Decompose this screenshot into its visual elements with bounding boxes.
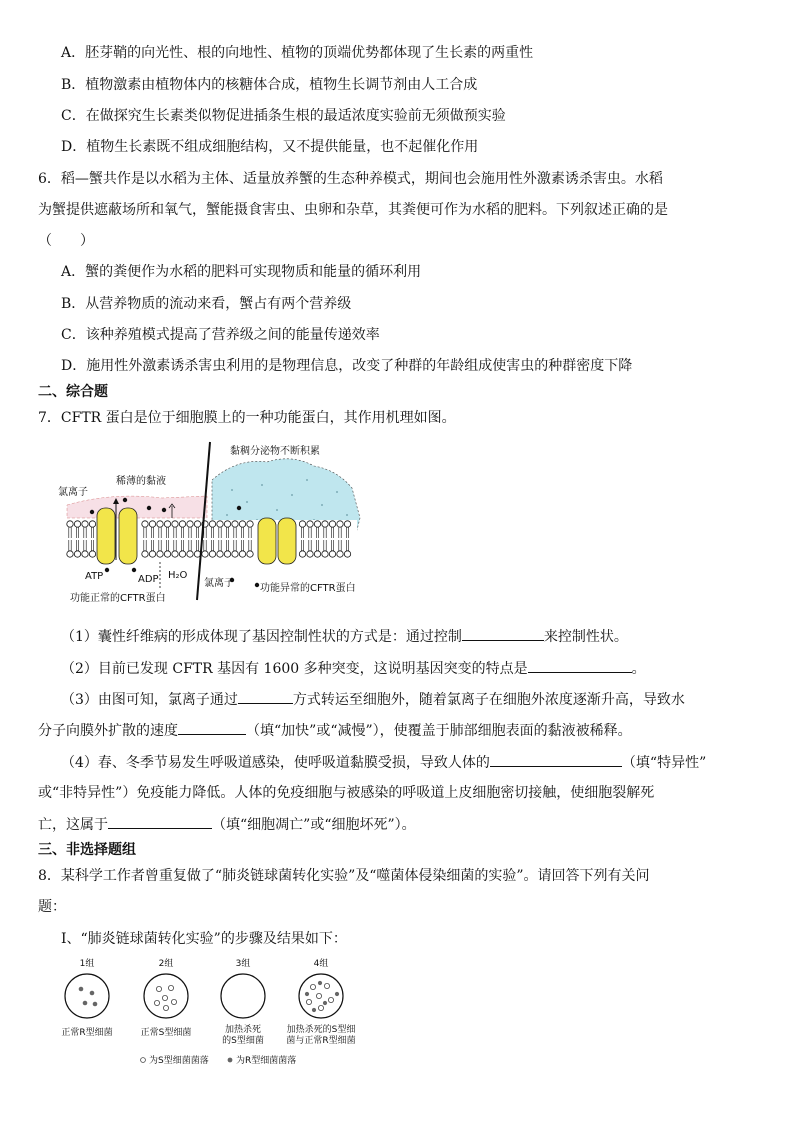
lipid-head: [179, 551, 185, 557]
q8-stem-line1: 8．某科学工作者曾重复做了“肺炎链球菌转化实验”及“噬菌体侵染细菌的实验”。请回答下列有关问: [38, 868, 650, 884]
lipid-head: [82, 521, 88, 527]
cftr-mechanism-figure: [52, 440, 372, 610]
q7-part4-line1: [61, 752, 706, 773]
lipid-head: [142, 521, 148, 527]
q7-part3-blank2[interactable]: [178, 720, 246, 735]
q6-stem-line2: 为蟹提供遮蔽场所和氧气，蟹能摄食害虫、虫卵和杂草，其粪便可作为水稻的肥料。下列叙述正确的是: [38, 202, 668, 218]
q7-part3-text-b: 方式转运至细胞外，随着氯离子在细胞外浓度逐渐升高，导致水: [292, 692, 685, 708]
q5-option-c: C．在做探究生长素类似物促进插条生根的最适浓度实验前无须做预实验: [61, 108, 506, 124]
lipid-head: [224, 521, 230, 527]
lipid-head: [314, 551, 320, 557]
group-3-caption-line1: 加热杀死: [224, 1025, 262, 1035]
group-3-label: 3组: [235, 959, 251, 969]
lipid-head: [157, 521, 163, 527]
label-chloride-right: 氯离子: [204, 578, 234, 589]
section-heading-3: 三、非选择题组: [38, 842, 136, 858]
lipid-head: [89, 551, 95, 557]
q7-part4-blank1[interactable]: [490, 752, 622, 767]
label-mucus-accumulation: 黏稠分泌物不断积累: [230, 446, 320, 457]
group-4-caption-line2: 菌与正常R型细菌: [286, 1036, 356, 1046]
legend-r-marker: [228, 1058, 233, 1063]
q7-part4-text-b: （填“特异性”: [621, 755, 707, 771]
lipid-head: [74, 521, 80, 527]
q8-part1-heading: Ⅰ、“肺炎链球菌转化实验”的步骤及结果如下：: [61, 931, 347, 947]
q7-part4-text-d: 亡，这属于: [38, 817, 108, 833]
lipid-head: [307, 551, 313, 557]
q7-part3-blank1[interactable]: [238, 689, 293, 704]
q7-part4-text-e: （填“细胞凋亡”或“细胞坏死”）。: [212, 817, 416, 833]
q8-stem-line2: 题：: [38, 899, 66, 915]
q6-answer-bracket: （ ）: [38, 233, 94, 249]
transformation-experiment-figure: [55, 956, 375, 1071]
group-2-caption: 正常S型细菌: [140, 1028, 192, 1038]
lipid-head: [329, 521, 335, 527]
label-thin-mucus: 稀薄的黏液: [116, 476, 166, 487]
lipid-head: [322, 551, 328, 557]
q7-part4-blank2[interactable]: [108, 814, 212, 829]
lipid-head: [337, 551, 343, 557]
group-4-label: 4组: [313, 959, 329, 969]
lipid-head: [67, 521, 73, 527]
lipid-head: [239, 521, 245, 527]
figure-legend: [141, 1054, 297, 1066]
lipid-head: [179, 521, 185, 527]
lipid-head: [307, 521, 313, 527]
q7-part4-line2: 或“非特异性”）免疫能力降低。人体的免疫细胞与被感染的呼吸道上皮细胞密切接触，使细胞裂解死: [38, 785, 655, 801]
q7-part1-text-a: （1）囊性纤维病的形成体现了基因控制性状的方式是：通过控制: [61, 629, 462, 645]
lipid-head: [187, 551, 193, 557]
lipid-head: [164, 521, 170, 527]
q7-part1: [61, 626, 628, 647]
lipid-head: [164, 551, 170, 557]
lipid-head: [67, 551, 73, 557]
lipid-head: [239, 551, 245, 557]
q7-part4-line3: [38, 814, 416, 835]
lipid-head: [187, 521, 193, 527]
q6-option-d: D．施用性外激素诱杀害虫利用的是物理信息，改变了种群的年龄组成使害虫的种群密度下降: [61, 358, 633, 374]
lipid-head: [142, 551, 148, 557]
lipid-head: [224, 551, 230, 557]
petri-dish-3: [221, 974, 265, 1018]
q7-stem: 7．CFTR 蛋白是位于细胞膜上的一种功能蛋白，其作用机理如图。: [38, 410, 456, 426]
q7-part3-text-a: （3）由图可知，氯离子通过: [61, 692, 238, 708]
lipid-head: [82, 551, 88, 557]
group-1-label: 1组: [79, 959, 95, 969]
lipid-head: [344, 551, 350, 557]
petri-dish-1: [65, 974, 109, 1018]
q7-part2-text-b: 。: [631, 661, 646, 677]
lipid-head: [157, 551, 163, 557]
lipid-head: [247, 521, 253, 527]
lipid-head: [344, 521, 350, 527]
q7-part3-text-d: （填“加快”或“减慢”），使覆盖于肺部细胞表面的黏液被稀释。: [246, 723, 632, 739]
group-3-caption-line2: 的S型细菌: [222, 1036, 264, 1046]
label-chloride-left: 氯离子: [58, 487, 88, 498]
lipid-head: [247, 551, 253, 557]
q7-part3-text-c: 分子向膜外扩散的速度: [38, 723, 178, 739]
lipid-head: [299, 521, 305, 527]
lipid-head: [232, 521, 238, 527]
lipid-head: [217, 521, 223, 527]
lipid-head: [194, 521, 200, 527]
label-atp: ATP: [85, 571, 104, 582]
label-h2o: H₂O: [168, 570, 188, 581]
q6-option-b: B．从营养物质的流动来看，蟹占有两个营养级: [61, 296, 352, 312]
lipid-head: [209, 551, 215, 557]
q5-option-d: D．植物生长素既不组成细胞结构，又不提供能量，也不起催化作用: [61, 139, 479, 155]
legend-s-text: 为S型细菌菌落: [149, 1056, 209, 1066]
lipid-head: [74, 551, 80, 557]
lipid-head: [209, 521, 215, 527]
lipid-head: [329, 551, 335, 557]
label-abnormal-cftr: 功能异常的CFTR蛋白: [260, 583, 356, 594]
q6-option-a: A．蟹的粪便作为水稻的肥料可实现物质和能量的循环利用: [61, 264, 422, 280]
group-1-caption: 正常R型细菌: [61, 1028, 113, 1038]
q7-part2-text-a: （2）目前已发现 CFTR 基因有 1600 多种突变，这说明基因突变的特点是: [61, 661, 528, 677]
group-4-caption-line1: 加热杀死的S型细: [286, 1025, 356, 1035]
q6-stem-line1: 6．稻—蟹共作是以水稻为主体、适量放养蟹的生态种养模式，期间也会施用性外激素诱杀害虫。水稻: [38, 171, 663, 187]
lipid-head: [232, 551, 238, 557]
lipid-head: [314, 521, 320, 527]
lipid-head: [149, 551, 155, 557]
q7-part1-text-b: 来控制性状。: [543, 629, 628, 645]
q7-part1-blank[interactable]: [462, 626, 544, 641]
label-normal-cftr: 功能正常的CFTR蛋白: [70, 593, 166, 604]
q6-option-c: C．该种养殖模式提高了营养级之间的能量传递效率: [61, 327, 380, 343]
section-heading-2: 二、综合题: [38, 384, 108, 400]
q5-option-b: B．植物激素由植物体内的核糖体合成，植物生长调节剂由人工合成: [61, 77, 478, 93]
q7-part2-blank[interactable]: [528, 658, 632, 673]
lipid-head: [217, 551, 223, 557]
group-2-label: 2组: [158, 959, 174, 969]
lipid-head: [89, 521, 95, 527]
lipid-head: [172, 521, 178, 527]
lipid-head: [337, 521, 343, 527]
q7-part2: [61, 658, 646, 679]
lipid-head: [202, 551, 208, 557]
legend-s-marker: [141, 1058, 146, 1063]
q7-part3-line1: [61, 689, 685, 710]
q5-option-a: A．胚芽鞘的向光性、根的向地性、植物的顶端优势都体现了生长素的两重性: [61, 45, 534, 61]
q7-part3-line2: [38, 720, 632, 741]
q7-part4-text-a: （4）春、冬季节易发生呼吸道感染，使呼吸道黏膜受损，导致人体的: [61, 755, 490, 771]
lipid-head: [299, 551, 305, 557]
lipid-head: [149, 521, 155, 527]
lipid-head: [172, 551, 178, 557]
legend-r-text: 为R型细菌菌落: [236, 1056, 297, 1066]
lipid-head: [322, 521, 328, 527]
label-adp: ADP: [138, 574, 159, 585]
